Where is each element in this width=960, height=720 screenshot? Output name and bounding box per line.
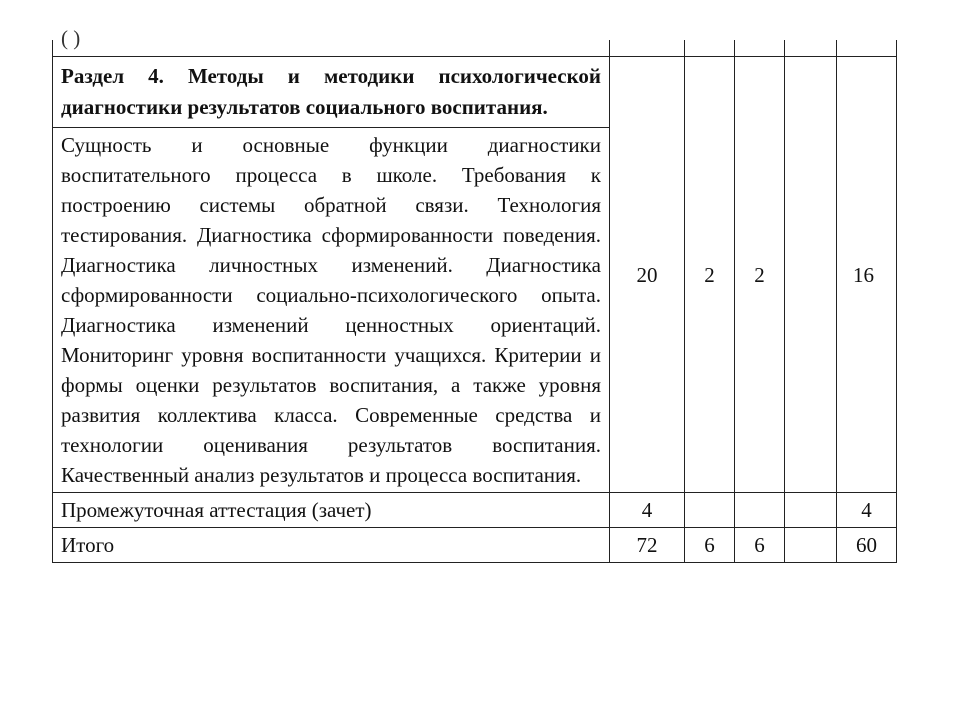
clipped-cell	[837, 40, 897, 57]
intermediate-assessment-label: Промежуточная аттестация (зачет)	[53, 493, 610, 528]
total-lecture-hours: 6	[685, 528, 735, 563]
clipped-cell	[610, 40, 685, 57]
section-title-cell	[53, 57, 610, 128]
total-label: Итого	[53, 528, 610, 563]
total-lab-hours	[785, 528, 837, 563]
section-lab-hours	[785, 57, 837, 493]
clipped-cell	[785, 40, 837, 57]
total-practice-hours: 6	[735, 528, 785, 563]
clipped-cell	[53, 26, 610, 57]
clipped-cell	[685, 40, 735, 57]
clipped-previous-row	[53, 40, 897, 57]
intermediate-assessment-row	[53, 493, 897, 528]
intermediate-practice-hours	[735, 493, 785, 528]
section-total-hours: 20	[610, 57, 685, 493]
total-row	[53, 528, 897, 563]
section-title-row	[53, 57, 897, 128]
intermediate-lab-hours	[785, 493, 837, 528]
curriculum-table	[52, 26, 897, 563]
intermediate-total-hours: 4	[610, 493, 685, 528]
curriculum-table-page	[52, 26, 896, 566]
section-title: Раздел 4. Методы и методики психологической диагностики результатов социального воспитания.	[61, 64, 601, 119]
intermediate-lecture-hours	[685, 493, 735, 528]
section-description: Сущность и основные функции диагностики воспитательного процесса в школе. Требования к построению системы обратной связи. Технология тестирования. Диагностика сформированности поведения. Диагностика личностных изменений. Диагностика сформированности социально-психологического опыта. Диагностика изменений ценностных ориентаций. Мониторинг уровня воспитанности учащихся. Критерии и формы оценки результатов воспитания, а также уровня развития коллектива класса. Современные средства и технологии оценивания результатов воспитания. Качественный анализ результатов и процесса воспитания.	[53, 128, 610, 493]
total-hours: 72	[610, 528, 685, 563]
section-practice-hours: 2	[735, 57, 785, 493]
section-selfstudy-hours: 16	[837, 57, 897, 493]
clipped-text: ( )	[61, 26, 81, 50]
total-selfstudy-hours: 60	[837, 528, 897, 563]
intermediate-selfstudy-hours: 4	[837, 493, 897, 528]
section-lecture-hours: 2	[685, 57, 735, 493]
clipped-cell	[735, 40, 785, 57]
